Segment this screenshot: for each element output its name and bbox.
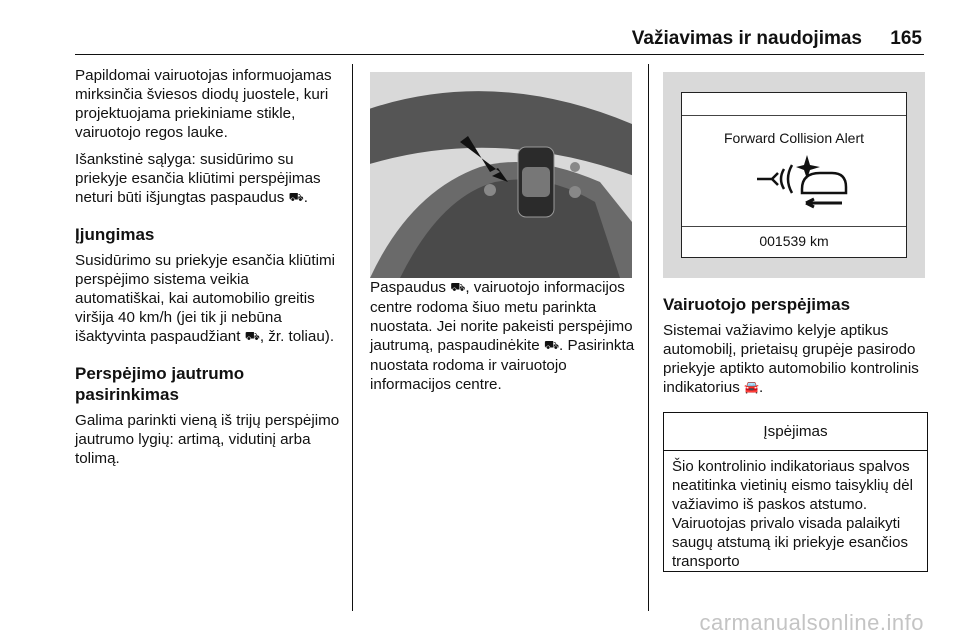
dic-display [681, 92, 907, 258]
warning-box [663, 412, 928, 572]
heading-sensitivity: Perspėjimo jautrumo pasirinkimas [75, 364, 245, 404]
page-header-title: Važiavimas ir naudojimas [631, 28, 862, 49]
display-line-top [682, 115, 906, 116]
vehicle-gap-icon: ⛟ [244, 329, 260, 343]
warning-text: Šio kontrolinio indikatoriaus spalvos neatitinka vietinių eismo taisyklių dėl važiavimo iš paskos atstumo. Vairuotojas privalo visada palaikyti saugų atstumą iki priekyje esančios transporto [672, 458, 913, 570]
steering-wheel-illustration [370, 72, 632, 278]
column-2 [370, 72, 638, 402]
caption-text-2: , vairuotojo informacijos centre rodoma šiuo metu parinkta nuostata. Jei norite pakeisti perspėjimo jautrumą, paspaudinėkite [370, 279, 633, 354]
header-divider [75, 54, 924, 55]
driver-warning-text: Sistemai važiavimo kelyje aptikus automobilį, prietaisų grupėje pasirodo priekyje aptikto automobilio kontrolinis indikatorius [663, 322, 919, 396]
vehicle-gap-icon: ⛟ [288, 190, 304, 204]
enable-end: , žr. toliau). [259, 328, 335, 345]
page-number: 165 [890, 28, 922, 49]
vehicle-gap-icon: ⛟ [543, 338, 560, 352]
figure-caption [370, 278, 638, 394]
paragraph-precondition [75, 150, 340, 208]
display-line-bottom [682, 226, 906, 227]
precondition-end: . [303, 189, 308, 206]
paragraph-intro: Papildomai vairuotojas informuojamas mirksinčia šviesos diodų juostele, kuri projektuojama priekiniame stikle, vairuotojo regos lauke. [75, 67, 332, 141]
column-divider-2 [648, 64, 649, 611]
column-1 [75, 66, 340, 476]
dic-display-image [663, 72, 925, 278]
display-title: Forward Collision Alert [723, 130, 865, 146]
enable-text: Susidūrimo su priekyje esančia kliūtimi perspėjimo sistema veikia automatiškai, kai automobilio greitis viršija 40 km/h (jei tik ji nebūna išaktyvinta paspaudžiant [75, 252, 335, 345]
paragraph-driver-warning [663, 321, 928, 398]
heading-enable: Įjungimas [75, 225, 155, 244]
odometer-readout: 001539 km [759, 233, 829, 249]
steering-wheel-image [370, 72, 632, 278]
vehicle-gap-icon: ⛟ [450, 280, 466, 294]
collision-alert-icon [752, 151, 862, 211]
column-divider-1 [352, 64, 353, 611]
watermark: carmanualsonline.info [699, 610, 924, 635]
heading-driver-warning: Vairuotojo perspėjimas [663, 295, 851, 314]
driver-warning-end: . [759, 379, 764, 396]
caption-text-1: Paspaudus [370, 279, 451, 296]
caption-text-3: . Pasirinkta nuostata rodoma ir vairuotojo informacijos centre. [370, 337, 635, 393]
vehicle-ahead-icon: 🚘 [744, 380, 759, 394]
warning-title: Įspėjimas [664, 413, 927, 451]
column-3 [663, 72, 928, 572]
paragraph-sensitivity: Galima parinkti vieną iš trijų perspėjimo jautrumo lygių: artimą, vidutinį arba tolimą. [75, 412, 340, 467]
precondition-text: Išankstinė sąlyga: susidūrimo su priekyje esančia kliūtimi perspėjimas neturi būti išjungtas paspaudus [75, 151, 321, 206]
paragraph-enable [75, 251, 340, 347]
